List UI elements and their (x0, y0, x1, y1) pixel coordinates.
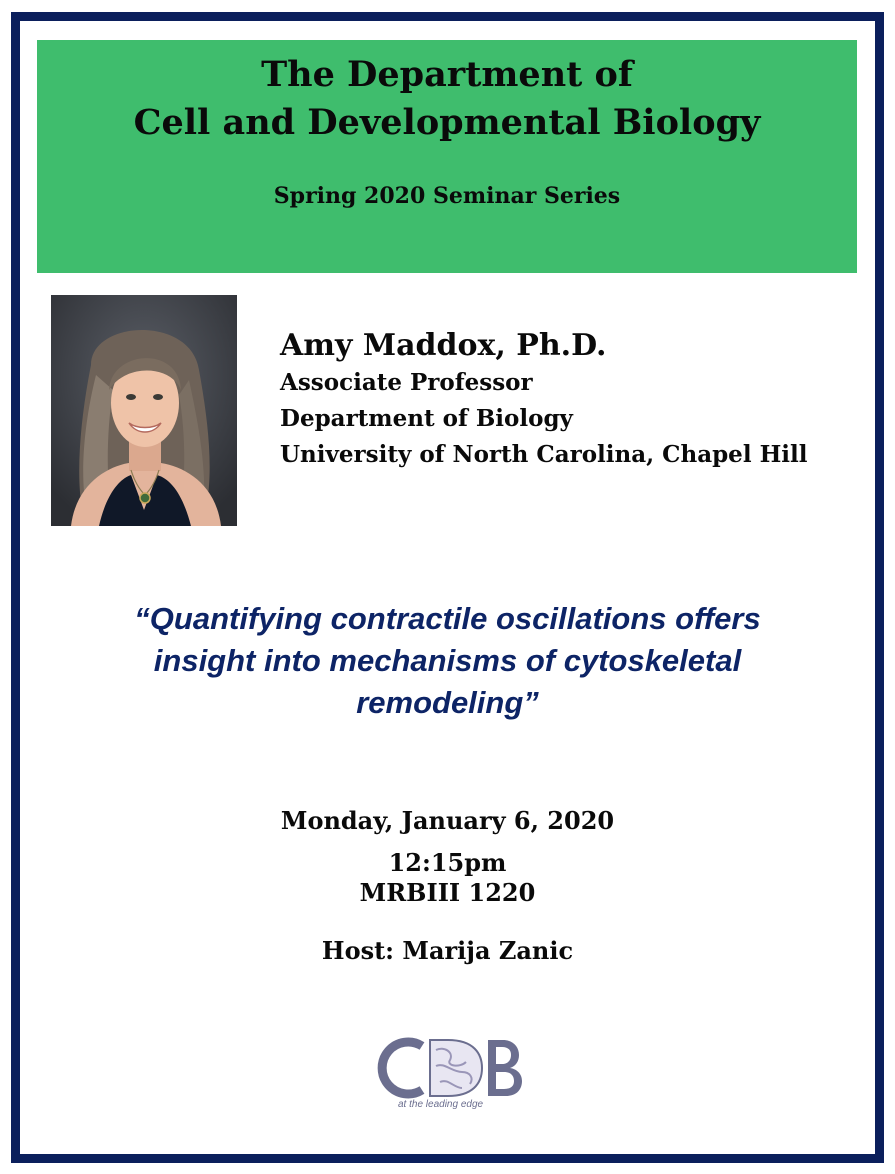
department-title-line-2: Cell and Developmental Biology (133, 102, 761, 143)
speaker-department: Department of Biology (280, 405, 573, 432)
speaker-photo (51, 295, 237, 526)
seminar-series-label: Spring 2020 Seminar Series (273, 183, 621, 209)
event-time: 12:15pm (388, 848, 507, 877)
speaker-institution: University of North Carolina, Chapel Hill (280, 441, 808, 468)
cdb-logo-mark (370, 1032, 530, 1110)
speaker-position: Associate Professor (280, 369, 533, 396)
talk-title-line-3: remodeling” (356, 685, 539, 720)
event-date: Monday, January 6, 2020 (280, 806, 615, 835)
speaker-info (280, 327, 870, 473)
talk-title-line-2: insight into mechanisms of cytoskeletal (153, 643, 742, 678)
cdb-logo (370, 1032, 530, 1110)
header-banner (37, 40, 857, 273)
talk-title-line-1: “Quantifying contractile oscillations offers (134, 601, 761, 636)
speaker-portrait-image (51, 295, 237, 526)
speaker-name: Amy Maddox, Ph.D. (280, 328, 607, 363)
event-room: MRBIII 1220 (359, 878, 536, 907)
event-host: Host: Marija Zanic (321, 936, 574, 965)
department-title-line-1: The Department of (261, 54, 633, 95)
talk-title (40, 598, 855, 724)
logo-tagline: at the leading edge (398, 1099, 484, 1110)
